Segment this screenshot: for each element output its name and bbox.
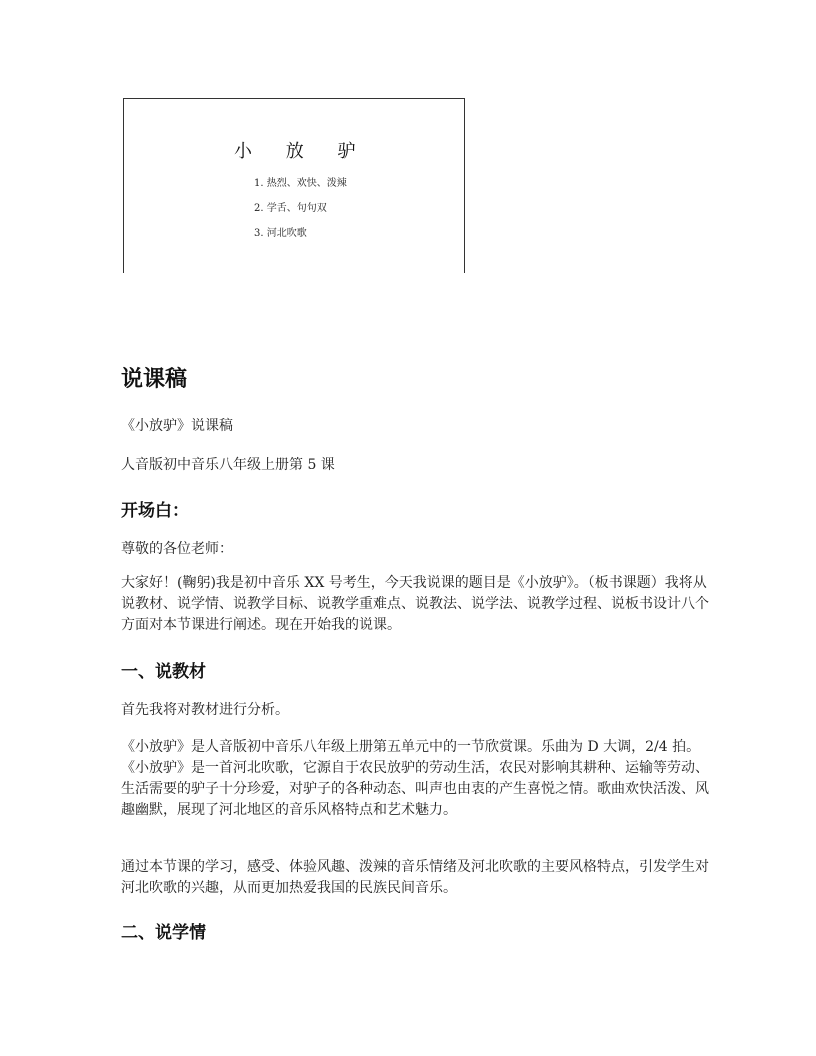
- board-title-char: 小: [234, 141, 252, 162]
- board-list-item: 3. 河北吹歌: [254, 228, 307, 239]
- document-title: 说课稿: [121, 367, 188, 392]
- lesson-title-line: 《小放驴》说课稿: [121, 418, 233, 434]
- greeting-paragraph: 尊敬的各位老师：: [121, 541, 233, 557]
- section-heading-textbook: 一、说教材: [121, 662, 206, 682]
- section1-paragraph-1: 首先我将对教材进行分析。: [121, 702, 289, 718]
- section1-paragraph-2: 《小放驴》是人音版初中音乐八年级上册第五单元中的一节欣赏课。乐曲为 D 大调，2/4 拍。《小放驴》是一首河北吹歌，它源自于农民放驴的劳动生活，农民对影响其耕种、运输等劳动、生活需要的驴子十分珍爱，对驴子的各种动态、叫声也由衷的产生喜悦之情。歌曲欢快活泼、风趣幽默，展现了河北地区的音乐风格特点和艺术魅力。: [121, 739, 709, 818]
- section-heading-opening: 开场白：: [121, 501, 189, 521]
- board-title-char: 驴: [337, 141, 356, 162]
- blackboard-design-figure: [123, 98, 465, 273]
- board-list-item: 2. 学舌、句句双: [254, 203, 327, 214]
- section-heading-students: 二、说学情: [121, 923, 206, 943]
- board-title-char: 放: [285, 141, 304, 162]
- board-list-item: 1. 热烈、欢快、泼辣: [254, 178, 347, 189]
- section1-paragraph-3: 通过本节课的学习，感受、体验风趣、泼辣的音乐情绪及河北吹歌的主要风格特点，引发学生对河北吹歌的兴趣，从而更加热爱我国的民族民间音乐。: [121, 859, 709, 896]
- textbook-line: 人音版初中音乐八年级上册第 5 课: [121, 457, 335, 473]
- board-list: [254, 171, 347, 246]
- intro-paragraph: 大家好！(鞠躬)我是初中音乐 XX 号考生，今天我说课的题目是《小放驴》。（板书课题）我将从说教材、说学情、说教学目标、说教学重难点、说教法、说学法、说教学过程、说板书设计八个方面对本节课进行阐述。现在开始我的说课。: [121, 575, 709, 633]
- board-title: [234, 137, 383, 163]
